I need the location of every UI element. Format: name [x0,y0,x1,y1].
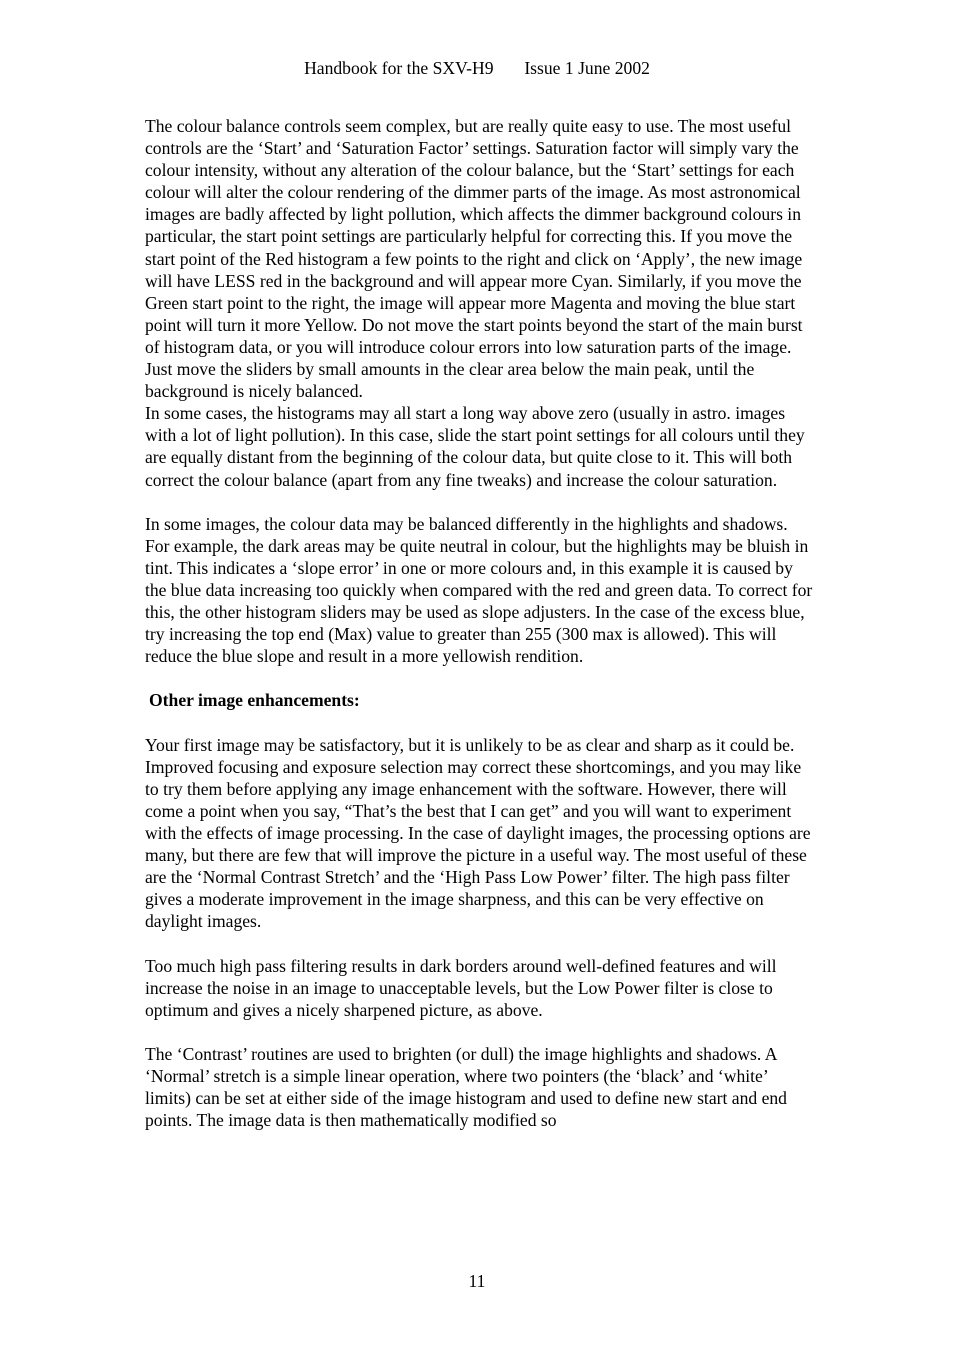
issue-date: Issue 1 June 2002 [524,58,650,78]
paragraph-first-image: Your first image may be satisfactory, but it is unlikely to be as clear and sharp as it could be. Improved focusing and exposure selection may correct these shortcomings, and you may like to try them before applying any image enhancement with the software. However, there will come a point when you say, “That’s the best that I can get” and you will want to experiment with the effects of image processing. In the case of daylight images, the processing options are many, but there are few that will improve the picture in a useful way. The most useful of these are the ‘Normal Contrast Stretch’ and the ‘High Pass Low Power’ filter. The high pass filter gives a moderate improvement in the image sharpness, and this can be very effective on daylight images. [145,734,811,932]
page-header [0,57,954,79]
page-body [145,115,813,1131]
handbook-title: Handbook for the SXV-H9 [304,58,494,78]
page-number: 11 [468,1271,486,1291]
paragraph-contrast: The ‘Contrast’ routines are used to brighten (or dull) the image highlights and shadows. A ‘Normal’ stretch is a simple linear operation, where two pointers (the ‘black’ and ‘white’ limits) can be set at either side of the image histogram and used to define new start and end points. The image data is then mathematically modified so [145,1043,787,1131]
paragraph-light-pollution: In some cases, the histograms may all start a long way above zero (usually in astro. images with a lot of light pollution). In this case, slide the start point settings for all colours until they are equally distant from the beginning of the colour data, but quite close to it. This will both correct the colour balance (apart from any fine tweaks) and increase the colour saturation. [145,403,805,490]
paragraph-colour-balance: The colour balance controls seem complex, but are really quite easy to use. The most useful controls are the ‘Start’ and ‘Saturation Factor’ settings. Saturation factor will simply vary the colour intensity, without any alteration of the colour balance, but the ‘Start’ settings for each colour will alter the colour rendering of the dimmer parts of the image. As most astronomical images are badly affected by light pollution, which affects the dimmer background colours in particular, the start point settings are particularly helpful for correcting this. If you move the start point of the Red histogram a few points to the right and click on ‘Apply’, the new image will have LESS red in the background and will appear more Cyan. Similarly, if you move the Green start point to the right, the image will appear more Magenta and moving the blue start point will turn it more Yellow. Do not move the start points beyond the start of the main burst of histogram data, or you will introduce colour errors into low saturation parts of the image. Just move the sliders by small amounts in the clear area below the main peak, until the background is nicely balanced. [145,116,803,402]
paragraph-high-pass: Too much high pass filtering results in dark borders around well-defined features and will increase the noise in an image to unacceptable levels, but the Low Power filter is close to optimum and gives a nicely sharpened picture, as above. [145,955,777,1020]
section-heading: Other image enhancements: [149,690,360,711]
paragraph-slope-error: In some images, the colour data may be balanced differently in the highlights and shadows. For example, the dark areas may be quite neutral in colour, but the highlights may be bluish in tint. This indicates a ‘slope error’ in one or more colours and, in this example it is caused by the blue data increasing too quickly when compared with the red and green data. To correct for this, the other histogram sliders may be used as slope adjusters. In the case of the excess blue, try increasing the top end (Max) value to greater than 255 (300 max is allowed). This will reduce the blue slope and result in a more yellowish rendition. [145,513,813,667]
